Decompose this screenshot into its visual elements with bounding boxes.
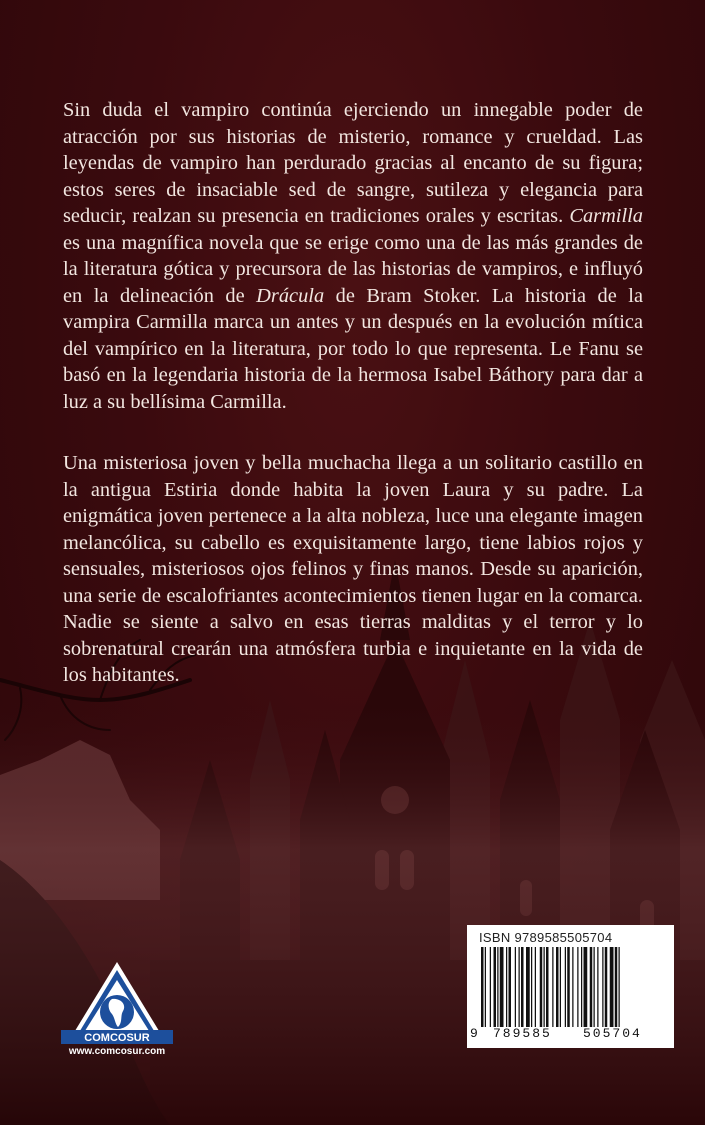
barcode-bar	[610, 947, 614, 1027]
barcode-bar	[567, 947, 570, 1027]
isbn-label: ISBN 9789585505704	[479, 930, 613, 945]
barcode-bars	[479, 947, 665, 1027]
barcode-bar	[494, 947, 497, 1027]
synopsis-paragraph-1	[63, 97, 643, 415]
publisher-url: www.comcosur.com	[68, 1046, 166, 1057]
barcode-bar	[597, 947, 598, 1027]
publisher-name: COMCOSUR	[84, 1032, 150, 1044]
barcode-bar	[521, 947, 524, 1027]
synopsis-text: de Bram Stoker. La historia de la vampira Carmilla marca un antes y un después en la evolución mítica del vampírico en la literatura, por todo lo que representa. Le Fanu se basó en la legendaria historia de la hermosa Isabel Báthory para dar a luz a su bellísima Carmilla.	[63, 284, 643, 413]
barcode-bar	[540, 947, 543, 1027]
barcode-bar	[531, 947, 532, 1027]
synopsis-text: Sin duda el vampiro continúa ejerciendo un innegable poder de atracción por sus historias de misterio, romance y crueldad. Las leyendas de vampiro han perdurado gracias al encanto de su figura; estos seres de insaciable sed de sangre, sutileza y elegancia para seducir, realzan su presencia en tradiciones orales y escritas.	[63, 99, 643, 227]
book-title-dracula: Drácula	[256, 284, 325, 307]
barcode-bar	[509, 947, 512, 1027]
barcode-bar	[515, 947, 516, 1027]
barcode-bar	[500, 947, 504, 1027]
barcode-bar	[584, 947, 588, 1027]
barcode-digits-left: 789585	[493, 1026, 552, 1041]
barcode-bar	[552, 947, 553, 1027]
barcode-bar	[590, 947, 593, 1027]
barcode-digit-first: 9	[470, 1026, 478, 1041]
barcode-bar	[485, 947, 486, 1027]
barcode-bar	[602, 947, 603, 1027]
barcode-bar	[535, 947, 536, 1027]
barcode-bar	[544, 947, 545, 1027]
barcode-bar	[506, 947, 507, 1027]
book-title-carmilla: Carmilla	[569, 205, 643, 227]
barcode-bar	[519, 947, 520, 1027]
synopsis-paragraph-2: Una misteriosa joven y bella muchacha llega a un solitario castillo en la antigua Estiria donde habita la joven Laura y su padre. La enigmática joven pertenece a la alta nobleza, luce una elegante imagen melancólica, su cabello es exquisitamente largo, tiene labios rojos y sensuales, misteriosos ojos felinos y finas manos. Desde su aparición, una serie de escalofriantes acontecimientos tienen lugar en la comarca. Nadie se siente a salvo en esas tierras malditas y el terror y lo sobrenatural crearán una atmósfera turbia e inquietante en la vida de los habitantes.	[63, 452, 643, 686]
barcode-bar	[615, 947, 618, 1027]
barcode-bar	[546, 947, 549, 1027]
barcode-bar	[619, 947, 620, 1027]
barcode-bar	[526, 947, 530, 1027]
barcode-bar	[605, 947, 608, 1027]
barcode-bar	[490, 947, 491, 1027]
synopsis-text: es una magnífica novela que se erige como una de las más grandes de la literatura gótica y precursora de las historias de vampiros, e influyó en la delineación de	[63, 231, 643, 307]
comcosur-logo	[57, 958, 177, 1058]
barcode-bar	[594, 947, 595, 1027]
barcode-bar	[560, 947, 561, 1027]
barcode-bar	[577, 947, 578, 1027]
barcode-bar	[572, 947, 573, 1027]
barcode-bar	[556, 947, 559, 1027]
barcode-bar	[581, 947, 582, 1027]
barcode-bar	[481, 947, 484, 1027]
barcode-bar	[565, 947, 566, 1027]
barcode-digits-right: 505704	[583, 1026, 642, 1041]
isbn-barcode	[467, 925, 674, 1048]
barcode-bar	[497, 947, 498, 1027]
